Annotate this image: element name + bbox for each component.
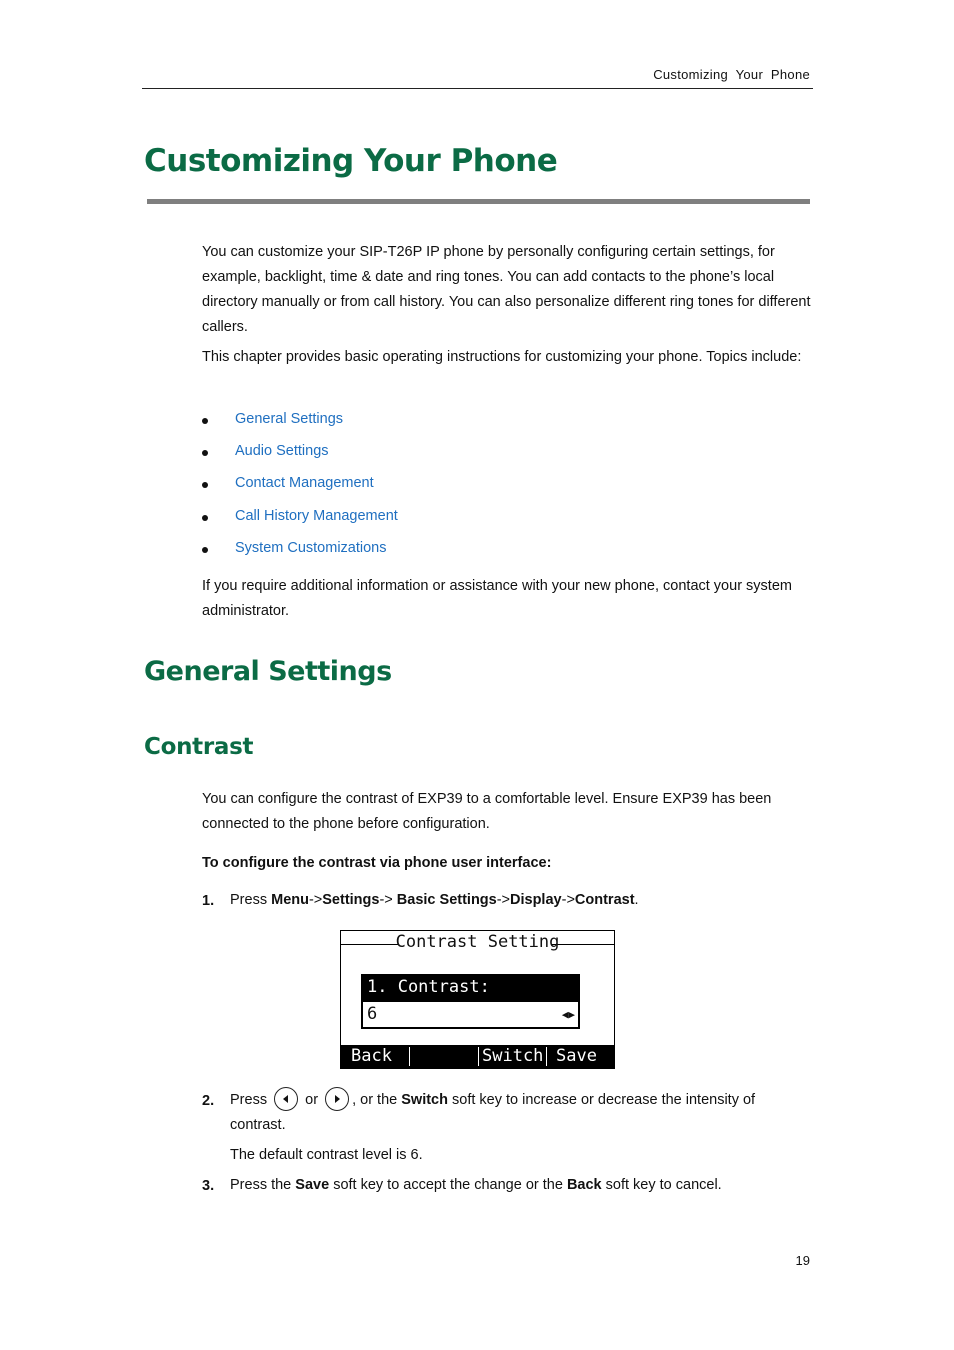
lcd-title: Contrast Setting (395, 932, 560, 952)
step-2-text (230, 1088, 810, 1138)
phone-lcd-screenshot (340, 930, 615, 1069)
bullet-icon (202, 515, 208, 521)
save-key-label: Save (295, 1177, 330, 1193)
step-1-period: . (634, 892, 639, 908)
topic-link-system-customizations[interactable]: System Customizations (235, 540, 387, 556)
step-2-mid: , or the (352, 1092, 398, 1108)
softkey-divider (546, 1047, 547, 1066)
display-label: Display (510, 892, 562, 908)
header-rule (142, 88, 813, 89)
step-3-press: Press the (230, 1177, 292, 1193)
step-2-note: The default contrast level is 6. (230, 1147, 423, 1163)
arrow-separator: -> (561, 892, 575, 908)
topic-link-audio-settings[interactable]: Audio Settings (235, 443, 329, 459)
lcd-selected-item (361, 974, 580, 1000)
step-3-mid: soft key to accept the change or the (333, 1177, 563, 1193)
arrow-separator: -> (496, 892, 511, 908)
intro-paragraph-1: You can customize your SIP-T26P IP phone by personally configuring certain settings, for example, backlight, time & date and ring tones. You can add contacts to the phone’s local directory manually or from call history. You can also personalize different ring tones for different callers. (202, 244, 811, 335)
softkey-back[interactable]: Back (351, 1046, 392, 1066)
step-number-3: 3. (202, 1178, 215, 1194)
basic-settings-label: Basic Settings (396, 892, 497, 908)
step-2-or: or (305, 1092, 319, 1108)
menu-key-label: Menu (271, 892, 309, 908)
intro-paragraph-2: This chapter provides basic operating instructions for customizing your phone. Topics include: (202, 349, 802, 365)
step-2-rest: soft key to increase or decrease the intensity of contrast. (230, 1092, 756, 1133)
topic-link-call-history-management[interactable]: Call History Management (235, 508, 398, 524)
softkey-divider (409, 1047, 410, 1066)
softkey-save[interactable]: Save (556, 1046, 597, 1066)
back-key-label: Back (566, 1177, 602, 1193)
chapter-rule (147, 199, 810, 204)
contrast-description: You can configure the contrast of EXP39 to a comfortable level. Ensure EXP39 has been connected to the phone before configuration. (202, 791, 772, 832)
chapter-title: Customizing Your Phone (144, 143, 558, 179)
right-arrow-icon (325, 1087, 349, 1111)
step-number-1: 1. (202, 893, 215, 909)
lcd-value: 6 (367, 1004, 378, 1024)
step-3-text (230, 1173, 810, 1198)
topic-link-contact-management[interactable]: Contact Management (235, 475, 374, 491)
lcd-value-arrows-icon: ◀▶ (561, 1008, 575, 1021)
topic-link-general-settings[interactable]: General Settings (235, 411, 344, 427)
lcd-item-label: 1. Contrast: (367, 977, 490, 997)
procedure-title: To configure the contrast via phone user interface: (202, 855, 552, 871)
bullet-icon (202, 547, 208, 553)
bullet-icon (202, 482, 208, 488)
running-header: Customizing Your Phone (653, 67, 810, 82)
arrow-separator: -> (379, 892, 393, 908)
step-2-press: Press (230, 1092, 268, 1108)
contrast-label: Contrast (574, 892, 635, 908)
step-1-press: Press (230, 892, 268, 908)
intro-paragraph-3: If you require additional information or assistance with your new phone, contact your system administrator. (202, 578, 792, 619)
settings-label: Settings (322, 892, 380, 908)
left-arrow-icon (274, 1087, 298, 1111)
softkey-divider (478, 1047, 479, 1066)
subsection-title: Contrast (144, 734, 254, 760)
lcd-value-field (361, 1000, 580, 1029)
page-number: 19 (795, 1253, 810, 1268)
softkey-switch[interactable]: Switch (482, 1046, 544, 1066)
step-number-2: 2. (202, 1093, 215, 1109)
bullet-icon (202, 450, 208, 456)
switch-key-label: Switch (401, 1092, 448, 1108)
section-title: General Settings (144, 656, 392, 687)
bullet-icon (202, 418, 208, 424)
lcd-softkey-bar (341, 1045, 614, 1068)
step-3-rest: soft key to cancel. (605, 1177, 722, 1193)
arrow-separator: -> (308, 892, 323, 908)
step-1-text (230, 888, 810, 913)
